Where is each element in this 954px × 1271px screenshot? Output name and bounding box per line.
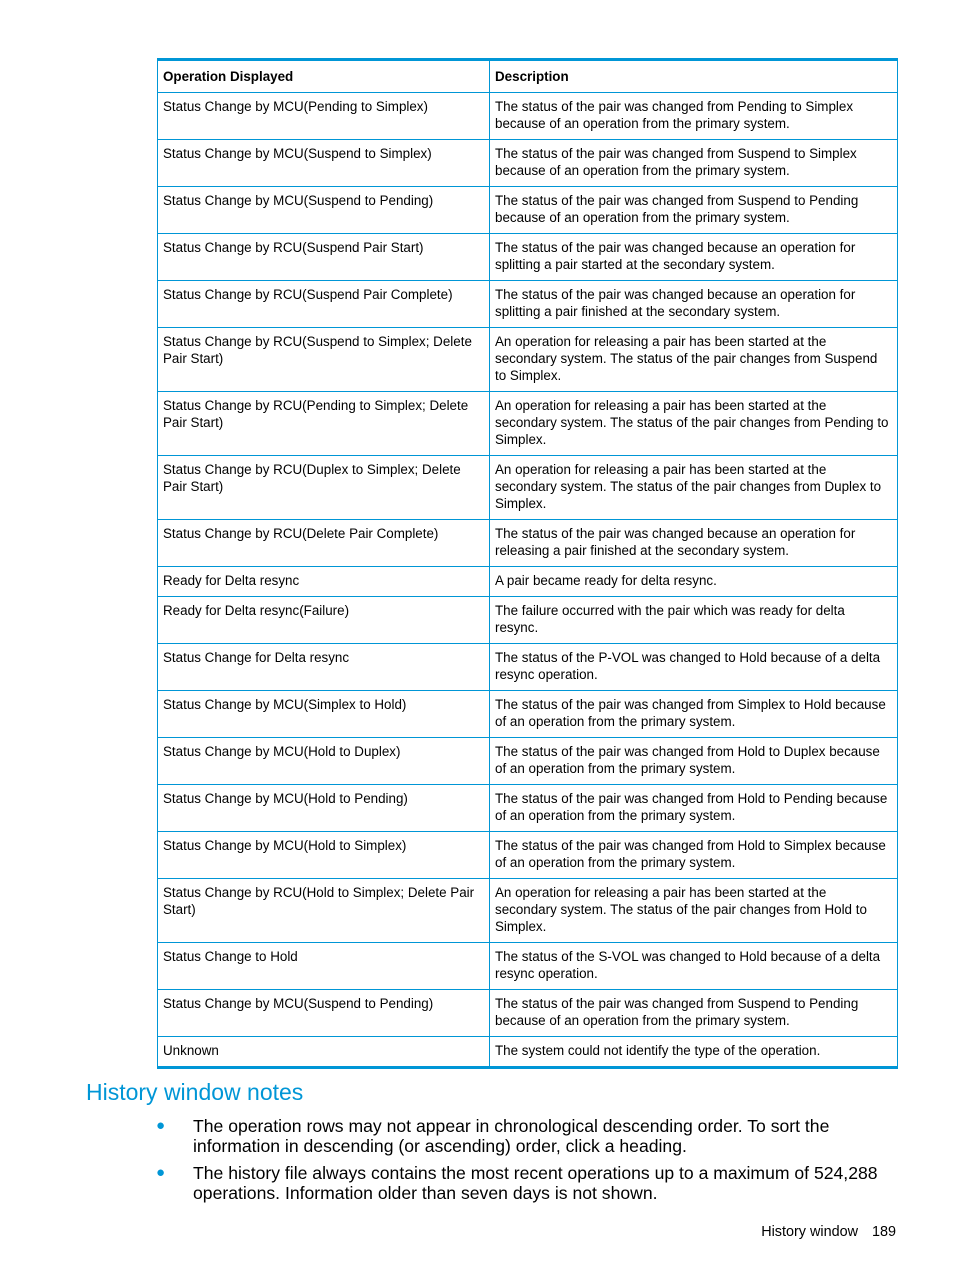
description-cell: The failure occurred with the pair which was ready for delta resync.: [490, 597, 898, 644]
operation-cell: Unknown: [158, 1037, 490, 1068]
operation-cell: Status Change by RCU(Hold to Simplex; Delete Pair Start): [158, 879, 490, 943]
operation-cell: Status Change by MCU(Suspend to Pending): [158, 187, 490, 234]
operation-cell: Status Change by RCU(Suspend Pair Complete): [158, 281, 490, 328]
operation-cell: Status Change by MCU(Suspend to Pending): [158, 990, 490, 1037]
table-row: [158, 1037, 898, 1068]
operation-cell: Status Change by MCU(Hold to Simplex): [158, 832, 490, 879]
description-cell: The status of the pair was changed from Hold to Duplex because of an operation from the primary system.: [490, 738, 898, 785]
table-row: [158, 597, 898, 644]
table-row: [158, 832, 898, 879]
list-item: [155, 1163, 903, 1203]
note-text: The operation rows may not appear in chronological descending order. To sort the information in descending (or ascending) order, click a heading.: [193, 1116, 830, 1156]
note-text: The history file always contains the most recent operations up to a maximum of 524,288 operations. Information older than seven days is not shown.: [193, 1163, 878, 1203]
footer-title: History window: [761, 1224, 858, 1240]
section-heading: History window notes: [86, 1079, 304, 1105]
description-cell: The status of the pair was changed because an operation for releasing a pair finished at the secondary system.: [490, 520, 898, 567]
description-cell: The status of the pair was changed because an operation for splitting a pair started at the secondary system.: [490, 234, 898, 281]
table-row: [158, 785, 898, 832]
notes-list: [155, 1116, 903, 1210]
operation-cell: Ready for Delta resync(Failure): [158, 597, 490, 644]
operation-cell: Status Change by MCU(Pending to Simplex): [158, 93, 490, 140]
table-row: [158, 392, 898, 456]
table-row: [158, 520, 898, 567]
bullet-icon: ●: [156, 1117, 166, 1134]
table-row: [158, 140, 898, 187]
column-header-operation: Operation Displayed: [158, 60, 490, 93]
table-row: [158, 644, 898, 691]
table-body: [158, 93, 898, 1068]
operations-table: [157, 58, 898, 1069]
table-row: [158, 234, 898, 281]
column-header-description: Description: [490, 60, 898, 93]
bullet-icon: ●: [156, 1164, 166, 1181]
description-cell: The status of the S-VOL was changed to Hold because of a delta resync operation.: [490, 943, 898, 990]
table-header-row: [158, 60, 898, 93]
table-row: [158, 738, 898, 785]
operation-cell: Status Change by RCU(Duplex to Simplex; Delete Pair Start): [158, 456, 490, 520]
description-cell: The status of the P-VOL was changed to Hold because of a delta resync operation.: [490, 644, 898, 691]
operation-cell: Status Change by RCU(Delete Pair Complete): [158, 520, 490, 567]
operation-cell: Status Change by RCU(Suspend Pair Start): [158, 234, 490, 281]
description-cell: An operation for releasing a pair has been started at the secondary system. The status of the pair changes from Hold to Simplex.: [490, 879, 898, 943]
operation-cell: Status Change by MCU(Suspend to Simplex): [158, 140, 490, 187]
table-row: [158, 879, 898, 943]
description-cell: A pair became ready for delta resync.: [490, 567, 898, 597]
description-cell: An operation for releasing a pair has been started at the secondary system. The status of the pair changes from Pending to Simplex.: [490, 392, 898, 456]
description-cell: An operation for releasing a pair has been started at the secondary system. The status of the pair changes from Suspend to Simplex.: [490, 328, 898, 392]
description-cell: The system could not identify the type of the operation.: [490, 1037, 898, 1068]
operation-cell: Status Change by RCU(Suspend to Simplex; Delete Pair Start): [158, 328, 490, 392]
description-cell: The status of the pair was changed from Suspend to Simplex because of an operation from the primary system.: [490, 140, 898, 187]
operation-cell: Status Change to Hold: [158, 943, 490, 990]
description-cell: The status of the pair was changed from Suspend to Pending because of an operation from the primary system.: [490, 187, 898, 234]
operation-cell: Status Change for Delta resync: [158, 644, 490, 691]
description-cell: The status of the pair was changed because an operation for splitting a pair finished at the secondary system.: [490, 281, 898, 328]
table-row: [158, 691, 898, 738]
page-number: 189: [871, 1224, 896, 1240]
description-cell: The status of the pair was changed from Hold to Simplex because of an operation from the primary system.: [490, 832, 898, 879]
operation-cell: Status Change by RCU(Pending to Simplex; Delete Pair Start): [158, 392, 490, 456]
table-row: [158, 456, 898, 520]
table-row: [158, 567, 898, 597]
operation-cell: Status Change by MCU(Hold to Duplex): [158, 738, 490, 785]
table-row: [158, 943, 898, 990]
description-cell: The status of the pair was changed from Suspend to Pending because of an operation from the primary system.: [490, 990, 898, 1037]
table-row: [158, 990, 898, 1037]
page-footer: [761, 1222, 896, 1242]
description-cell: The status of the pair was changed from Pending to Simplex because of an operation from the primary system.: [490, 93, 898, 140]
description-cell: The status of the pair was changed from Simplex to Hold because of an operation from the primary system.: [490, 691, 898, 738]
table-row: [158, 281, 898, 328]
operation-cell: Status Change by MCU(Simplex to Hold): [158, 691, 490, 738]
operation-cell: Ready for Delta resync: [158, 567, 490, 597]
operation-cell: Status Change by MCU(Hold to Pending): [158, 785, 490, 832]
table-row: [158, 93, 898, 140]
description-cell: An operation for releasing a pair has been started at the secondary system. The status of the pair changes from Duplex to Simplex.: [490, 456, 898, 520]
list-item: [155, 1116, 903, 1156]
table-row: [158, 187, 898, 234]
table-row: [158, 328, 898, 392]
description-cell: The status of the pair was changed from Hold to Pending because of an operation from the primary system.: [490, 785, 898, 832]
